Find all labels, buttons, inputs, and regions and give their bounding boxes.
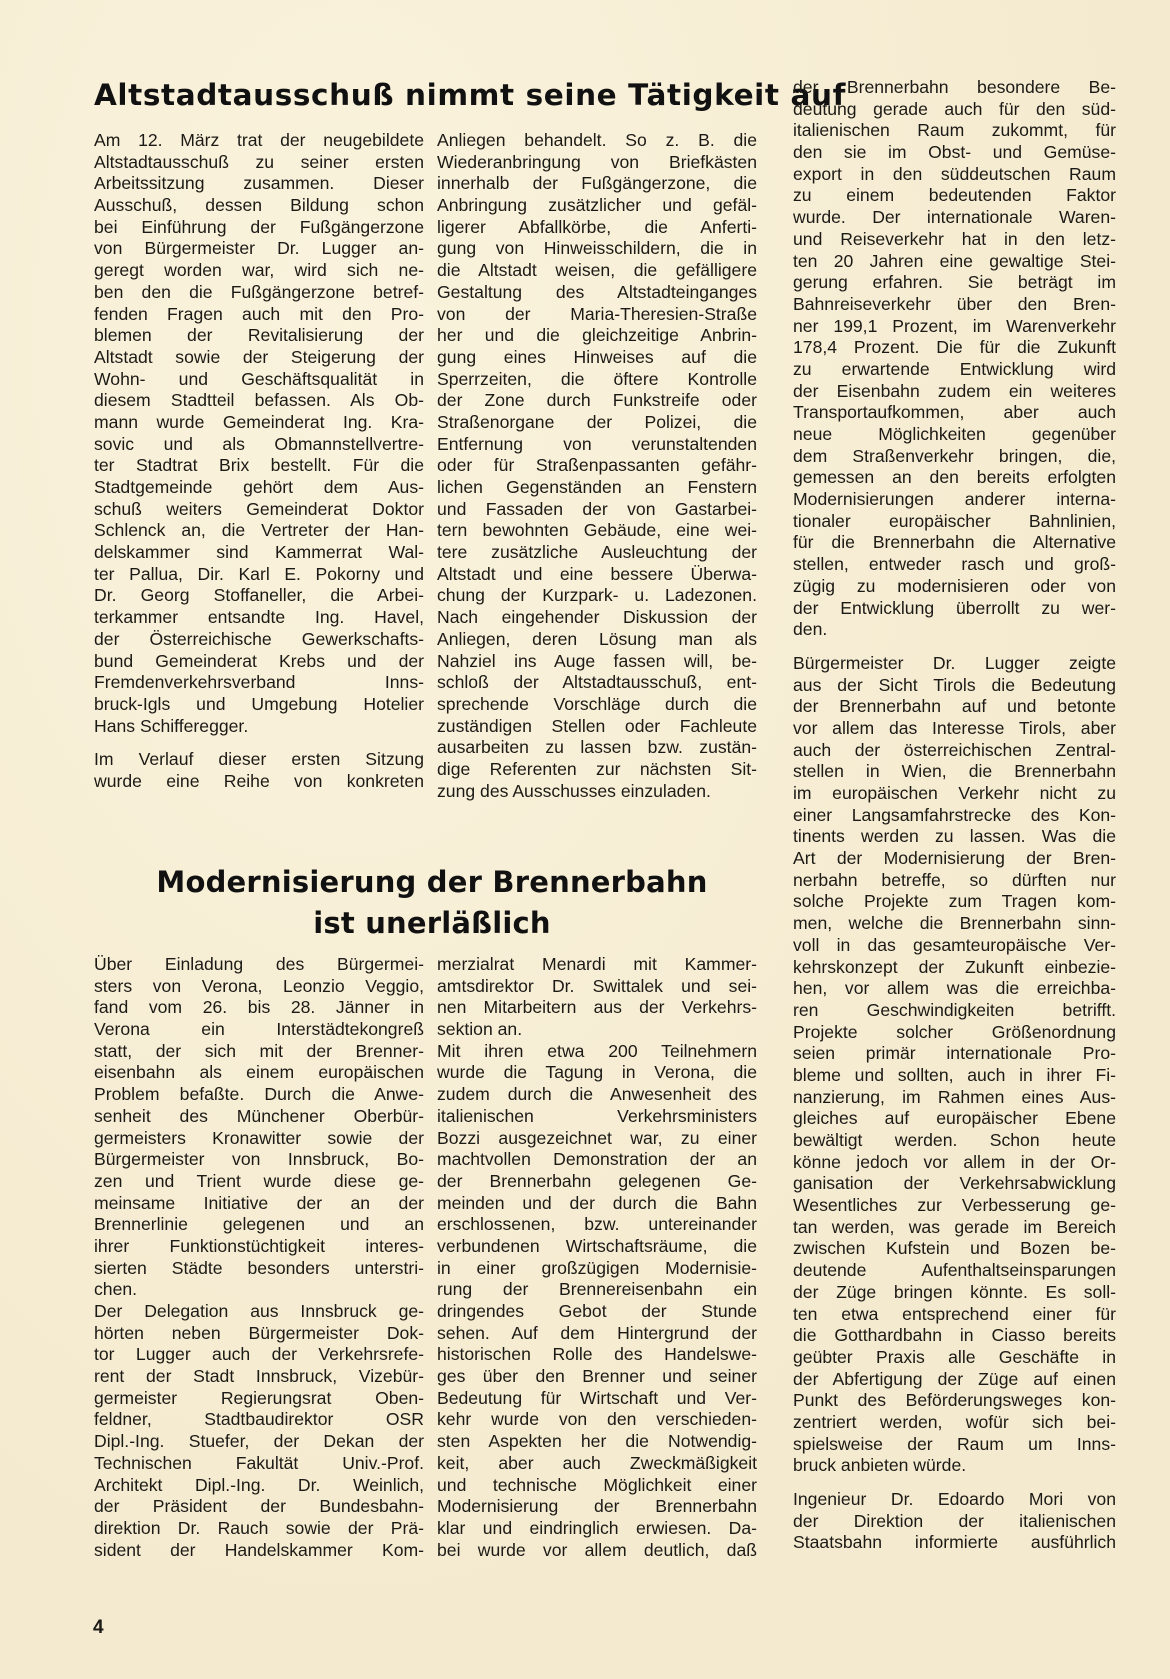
text-line: machtvollen Demonstration der an [437,1149,757,1170]
text-line: den sie im Obst- und Gemüse- [793,142,1116,163]
paragraph-gap [94,737,424,749]
text-line: Anliegen, deren Lösung man als [437,628,757,649]
text-line: bei Einführung der Fußgängerzone [94,216,424,237]
text-line: ganisation der Verkehrsabwicklung [793,1173,1116,1194]
text-line: keit, aber auch Zweckmäßigkeit [437,1452,757,1473]
text-line: von der Maria-Theresien-Straße [437,303,757,324]
text-line: Modernisierungen anderer interna- [793,489,1116,510]
text-line: Altstadt und eine bessere Überwa- [437,563,757,584]
text-line: hörten neben Bürgermeister Dok- [94,1322,424,1343]
text-line: der Österreichische Gewerkschafts- [94,628,424,649]
text-line: rung der Brennereisenbahn ein [437,1279,757,1300]
text-line: Dr. Georg Stoffaneller, die Arbei- [94,585,424,606]
text-line: stellen, entweder rasch und groß- [793,554,1116,575]
text-line: fand vom 26. bis 28. Jänner in [94,997,424,1018]
text-line: der Brennerbahn besondere Be- [793,77,1116,97]
text-line: einer Langsamfahrstrecke des Kon- [793,804,1116,825]
text-line: der Entwicklung überrollt zu wer- [793,597,1116,618]
text-line: nen Mitarbeitern aus der Verkehrs- [437,997,757,1018]
text-line: diesem Stadtteil befassen. Als Ob- [94,390,424,411]
text-line: italienischen Verkehrsministers [437,1105,757,1126]
text-line: zen und Trient wurde diese ge- [94,1170,424,1191]
text-line: der Direktion der italienischen [793,1510,1116,1531]
text-line: Schlenck an, die Vertreter der Han- [94,520,424,541]
text-line: aus der Sicht Tirols die Bedeutung [793,674,1116,695]
text-line: sters von Verona, Leonzio Veggio, [94,975,424,996]
text-line: vor allem das Interesse Tirols, aber [793,717,1116,738]
text-line: Straßenorgane der Polizei, die [437,411,757,432]
text-line: bruck anbieten würde. [793,1455,967,1476]
text-line: auch der österreichischen Zentral- [793,739,1116,760]
text-line: seien primär internationale Pro- [793,1043,1116,1064]
text-line: deutung gerade auch für den süd- [793,98,1116,119]
text-line: solche Projekte zum Tragen kom- [793,891,1116,912]
text-line: feldner, Stadtbaudirektor OSR [94,1409,424,1430]
text-line: zudem durch die Anwesenheit des [437,1084,757,1105]
text-line: in einer großzügigen Modernisie- [437,1257,757,1278]
text-line: bei wurde vor allem deutlich, daß [437,1539,757,1560]
text-line: nerbahn betreffe, so dürften nur [793,869,1116,890]
text-line: Fremdenverkehrsverband Inns- [94,672,424,693]
text-line: Bürgermeister von Innsbruck, Bo- [94,1149,424,1170]
text-line: innerhalb der Fußgängerzone, die [437,173,757,194]
text-line: Architekt Dipl.-Ing. Dr. Weinlich, [94,1474,424,1495]
text-line: sektion an. [437,1019,523,1040]
text-line: statt, der sich mit der Brenner- [94,1040,424,1061]
text-line: wurde die Tagung in Verona, die [437,1062,757,1083]
text-line: deutende Aufenthaltseinsparungen [793,1260,1116,1281]
text-line: delskammer sind Kammerrat Wal- [94,542,424,563]
text-line: senheit des Münchener Oberbür- [94,1105,424,1126]
text-line: meinden und der durch die Bahn [437,1192,757,1213]
text-line: chen. [94,1279,138,1300]
text-line: der Brennerbahn gelegenen Ge- [437,1170,757,1191]
text-line: Arbeitssitzung zusammen. Dieser [94,173,424,194]
text-line: der Züge bringen könnte. Es soll- [793,1281,1116,1302]
text-line: erschlossenen, bzw. untereinander [437,1214,757,1235]
text-line: Ausschuß, dessen Bildung schon [94,195,424,216]
text-line: export in den süddeutschen Raum [793,163,1116,184]
text-line: Bedeutung für Wirtschaft und Ver- [437,1387,757,1408]
text-line: ligerer Abfallkörbe, die Anferti- [437,216,757,237]
text-line: gemessen an den bereits erfolgten [793,467,1116,488]
text-line: gerung erfahren. Sie beträgt im [793,272,1116,293]
article2-column-1 [94,954,424,1561]
text-line: dige Referenten zur nächsten Sit- [437,758,757,779]
text-line: nanzierung, im Rahmen eines Aus- [793,1086,1116,1107]
text-line: spielsweise der Raum um Inns- [793,1433,1116,1454]
text-line: bruck-Igls und Umgebung Hotelier [94,693,424,714]
text-line: sten Aspekten her die Notwendig- [437,1431,757,1452]
article2-column-3 [793,77,1116,1554]
text-line: germeister Regierungsrat Oben- [94,1387,424,1408]
text-line: klar und eindringlich erwiesen. Da- [437,1517,757,1538]
text-line: bund Gemeinderat Krebs und der [94,650,424,671]
text-line: schuß weiters Gemeinderat Doktor [94,498,424,519]
text-line: von Bürgermeister Dr. Lugger an- [94,238,424,259]
text-line: wurde eine Reihe von konkreten [94,770,424,791]
text-line: zu erwartende Entwicklung wird [793,358,1116,379]
text-line: ter Stadtrat Brix bestellt. Für die [94,455,424,476]
headline-line-1: Modernisierung der Brennerbahn [156,865,708,899]
text-line: für die Brennerbahn die Alternative [793,532,1116,553]
text-line: schloß der Altstadtausschuß, ent- [437,672,757,693]
text-line: Problem befaßte. Durch die Anwe- [94,1084,424,1105]
text-line: Punkt des Beförderungsweges kon- [793,1390,1116,1411]
text-line: merzialrat Menardi mit Kammer- [437,954,757,974]
text-line: Der Delegation aus Innsbruck ge- [94,1301,424,1321]
text-line: tionaler europäischer Bahnlinien, [793,510,1116,531]
text-line: Nahziel ins Auge fassen will, be- [437,650,757,671]
text-line: zung des Ausschusses einzuladen. [437,780,711,801]
text-line: der Brennerbahn auf und betonte [793,696,1116,717]
text-line: mann wurde Gemeinderat Ing. Kra- [94,411,424,432]
text-line: fenden Fragen auch mit den Pro- [94,303,424,324]
text-line: Bahnreiseverkehr über den Bren- [793,293,1116,314]
text-line: bleme und sollten, auch in ihrer Fi- [793,1064,1116,1085]
text-line: kehrskonzept der Zukunft einbezie- [793,956,1116,977]
text-line: men, welche die Brennerbahn sinn- [793,913,1116,934]
text-line: zuständigen Stellen oder Fachleute [437,715,757,736]
text-line: der Zone durch Funkstreife oder [437,390,757,411]
text-line: Staatsbahn informierte ausführlich [793,1532,1116,1553]
text-line: sierten Städte besonders unterstri- [94,1257,424,1278]
text-line: dringendes Gebot der Stunde [437,1301,757,1321]
text-line: bewältigt werden. Schon heute [793,1130,1116,1150]
text-line: kehr wurde von den verschieden- [437,1409,757,1430]
text-line: Gestaltung des Altstadteinganges [437,281,757,302]
paragraph-gap [793,1477,1116,1489]
text-line: Technischen Fakultät Univ.-Prof. [94,1452,424,1473]
text-line: und technische Möglichkeit einer [437,1474,757,1495]
text-line: die Gotthardbahn in Ciasso bereits [793,1325,1116,1346]
text-line: Wiederanbringung von Briefkästen [437,151,757,172]
headline-line-2: ist unerläßlich [313,906,551,940]
text-line: dem Straßenverkehr bringen, die, [793,445,1116,466]
text-line: Transportaufkommen, aber auch [793,402,1116,423]
text-line: ten 20 Jahren eine gewaltige Stei- [793,250,1116,271]
text-line: im europäischen Verkehr nicht zu [793,783,1116,803]
text-line: Am 12. März trat der neugebildete [94,130,424,150]
text-line: Altstadt sowie der Steigerung der [94,346,424,367]
article1-column-2 [437,130,757,802]
text-line: sehen. Auf dem Hintergrund der [437,1322,757,1343]
text-line: ihrer Funktionstüchtigkeit interes- [94,1235,424,1256]
text-line: Über Einladung des Bürgermei- [94,954,424,974]
text-line: ter Pallua, Dir. Karl E. Pokorny und [94,563,424,584]
text-line: Entfernung von verunstaltenden [437,433,757,454]
text-line: zwischen Kufstein und Bozen be- [793,1238,1116,1259]
page-number: 4 [93,1617,104,1638]
text-line: könne jedoch vor allem in der Or- [793,1151,1116,1172]
text-line: Wesentliches zur Verbesserung ge- [793,1195,1116,1216]
text-line: geübter Praxis alle Geschäfte in [793,1346,1116,1367]
text-line: gung eines Hinweises auf die [437,346,757,367]
text-line: sovic und als Obmannstellvertre- [94,433,424,454]
text-line: voll in das gesamteuropäische Ver- [793,934,1116,955]
article1-column-1 [94,130,424,793]
text-line: her und die gleichzeitige Anbrin- [437,325,757,346]
text-line: rent der Stadt Innsbruck, Vizebür- [94,1366,424,1387]
text-line: Modernisierung der Brennerbahn [437,1496,757,1517]
text-line: Anbringung zusätzlicher und gefäl- [437,195,757,216]
text-line: Brennerlinie gelegenen und an [94,1214,424,1235]
text-line: tinents werden zu lassen. Was die [793,826,1116,847]
text-line: germeisters Kronawitter sowie der [94,1127,424,1148]
text-line: zu einem bedeutenden Faktor [793,185,1116,206]
text-line: geregt worden war, wird sich ne- [94,260,424,281]
text-line: italienischen Raum zukommt, für [793,120,1116,141]
text-line: den. [793,619,828,640]
text-line: Im Verlauf dieser ersten Sitzung [94,749,424,770]
text-line: ten etwa entsprechend einer für [793,1303,1116,1324]
text-line: und Fassaden der von Gastarbei- [437,498,757,519]
text-line: der Abfertigung der Züge auf einen [793,1368,1116,1389]
text-line: ausarbeiten zu lassen bzw. zustän- [437,737,757,758]
text-line: tere zusätzliche Ausleuchtung der [437,542,757,563]
text-line: die Altstadt weisen, die gefälligere [437,260,757,281]
text-line: neue Möglichkeiten gegenüber [793,424,1116,444]
text-line: Art der Modernisierung der Bren- [793,848,1116,869]
text-line: direktion Dr. Rauch sowie der Prä- [94,1517,424,1538]
text-line: Altstadtausschuß zu seiner ersten [94,151,424,172]
text-line: Sperrzeiten, die öftere Kontrolle [437,368,757,389]
text-line: Projekte solcher Größenordnung [793,1021,1116,1042]
text-line: blemen der Revitalisierung der [94,325,424,346]
article-headline-brennerbahn [92,862,772,944]
text-line: sprechende Vorschläge durch die [437,693,757,714]
text-line: ner 199,1 Prozent, im Warenverkehr [793,315,1116,336]
text-line: der Eisenbahn zudem ein weiteres [793,380,1116,401]
text-line: ren Geschwindigkeiten betrifft. [793,999,1116,1020]
text-line: lichen Gegenständen an Fenstern [437,477,757,497]
text-line: eisenbahn als einem europäischen [94,1062,424,1083]
text-line: Bozzi ausgezeichnet war, zu einer [437,1127,757,1148]
text-line: der Präsident der Bundesbahn- [94,1496,424,1517]
text-line: oder für Straßenpassanten gefähr- [437,455,757,476]
article-headline-altstadtausschuss: Altstadtausschuß nimmt seine Tätigkeit auf [94,78,847,112]
text-line: verbundenen Wirtschaftsräume, die [437,1235,757,1256]
text-line: Stadtgemeinde gehört dem Aus- [94,477,424,497]
text-line: wurde. Der internationale Waren- [793,207,1116,228]
article2-column-2 [437,954,757,1561]
text-line: terkammer entsandte Ing. Havel, [94,607,424,628]
paragraph-gap [793,641,1116,653]
text-line: hen, vor allem was die erreichba- [793,978,1116,999]
text-line: amtsdirektor Dr. Swittalek und sei- [437,975,757,996]
text-line: tern bewohnten Gebäude, eine wei- [437,520,757,541]
text-line: Dipl.-Ing. Stuefer, der Dekan der [94,1431,424,1452]
text-line: stellen in Wien, die Brennerbahn [793,761,1116,782]
text-line: Mit ihren etwa 200 Teilnehmern [437,1040,757,1061]
text-line: Wohn- und Geschäftsqualität in [94,368,424,389]
text-line: und Reiseverkehr hat in den letz- [793,228,1116,249]
text-line: sident der Handelskammer Kom- [94,1539,424,1560]
text-line: ben den die Fußgängerzone betref- [94,281,424,302]
text-line: zentriert werden, wofür sich bei- [793,1411,1116,1432]
text-line: Hans Schifferegger. [94,715,249,736]
text-line: meinsame Initiative der an der [94,1192,424,1213]
text-line: Anliegen behandelt. So z. B. die [437,130,757,150]
text-line: Bürgermeister Dr. Lugger zeigte [793,652,1116,673]
text-line: 178,4 Prozent. Die für die Zukunft [793,337,1116,358]
text-line: ges über den Brenner und seiner [437,1366,757,1387]
text-line: tan werden, was gerade im Bereich [793,1216,1116,1237]
text-line: tor Lugger auch der Verkehrsrefe- [94,1344,424,1365]
text-line: historischen Rolle des Handelswe- [437,1344,757,1365]
text-line: zügig zu modernisieren oder von [793,575,1116,596]
text-line: Verona ein Interstädtekongreß [94,1019,424,1040]
text-line: chung der Kurzpark- u. Ladezonen. [437,585,757,606]
text-line: Ingenieur Dr. Edoardo Mori von [793,1489,1116,1509]
text-line: gleiches auf europäischer Ebene [793,1108,1116,1129]
text-line: gung von Hinweisschildern, die in [437,238,757,259]
text-line: Nach eingehender Diskussion der [437,607,757,628]
